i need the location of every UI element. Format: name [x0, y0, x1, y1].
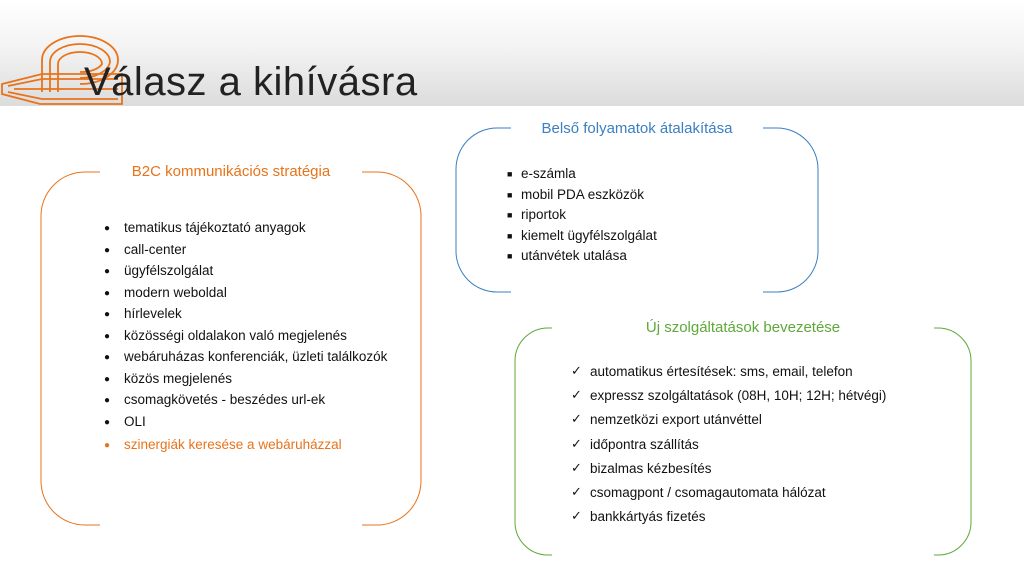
list-item: ✓ csomagpont / csomagautomata hálózat	[571, 483, 826, 500]
square-bullet-icon: ■	[507, 251, 513, 261]
list-item: ● hírlevelek	[104, 306, 182, 321]
services-item-list	[571, 363, 961, 532]
list-item: ● csomagkövetés - beszédes url-ek	[104, 392, 326, 407]
bullet-icon: ●	[104, 395, 111, 406]
list-item: ● webáruházas konferenciák, üzleti találkozók	[104, 349, 388, 364]
list-item: ✓ nemzetközi export utánvéttel	[571, 411, 762, 428]
bullet-icon: ●	[104, 439, 111, 451]
b2c-item-list	[102, 219, 402, 457]
bullet-icon: ●	[104, 352, 111, 363]
b2c-box-title: B2C kommunikációs stratégia	[131, 163, 331, 180]
list-item: ● OLI	[104, 413, 146, 429]
check-mark-icon: ✓	[571, 411, 582, 427]
internal-process-box	[455, 118, 819, 293]
list-item: ■ riportok	[507, 207, 567, 222]
list-item: ✓ bankkártyás fizetés	[571, 508, 706, 525]
check-mark-icon: ✓	[571, 435, 582, 451]
square-bullet-icon: ■	[507, 230, 513, 241]
check-mark-icon: ✓	[571, 459, 582, 475]
bullet-icon: ●	[104, 373, 111, 385]
check-mark-icon: ✓	[571, 363, 582, 378]
bullet-icon: ●	[104, 330, 111, 342]
services-box-title: Új szolgáltatások bevezetése	[645, 319, 841, 336]
check-mark-icon: ✓	[571, 387, 582, 403]
list-item: ■ e-számla	[507, 166, 576, 181]
check-mark-icon: ✓	[571, 483, 582, 499]
slide-title: Válasz a kihívásra	[84, 60, 418, 104]
bullet-icon: ●	[104, 309, 111, 320]
square-bullet-icon: ■	[507, 169, 513, 179]
process-item-list	[507, 165, 807, 268]
bullet-icon: ●	[104, 287, 111, 299]
list-item: ✓ időpontra szállítás	[571, 435, 699, 452]
list-item: ■ mobil PDA eszközök	[507, 186, 645, 202]
b2c-strategy-box	[40, 160, 422, 526]
list-item: ✓ bizalmas kézbesítés	[571, 459, 712, 476]
list-item: ✓ expressz szolgáltatások (08H, 10H; 12H; hétvégi)	[571, 387, 887, 404]
list-item: ● tematikus tájékoztató anyagok	[104, 220, 306, 235]
check-mark-icon: ✓	[571, 508, 582, 524]
list-item: ■ utánvétek utalása	[507, 248, 627, 263]
bullet-icon: ●	[104, 223, 111, 234]
bullet-icon: ●	[104, 244, 111, 256]
list-item: ● közös megjelenés	[104, 370, 233, 386]
list-item: ● ügyfélszolgálat	[104, 263, 214, 278]
square-bullet-icon: ■	[507, 210, 513, 220]
bullet-icon: ●	[104, 416, 111, 428]
square-bullet-icon: ■	[507, 189, 513, 200]
process-box-title: Belső folyamatok átalakítása	[541, 120, 733, 137]
list-item: ● call-center	[104, 241, 187, 257]
bullet-icon: ●	[104, 266, 111, 277]
list-item: ✓ automatikus értesítések: sms, email, telefon	[571, 363, 853, 379]
list-item: ● közösségi oldalakon való megjelenés	[104, 327, 347, 343]
list-item: ■ kiemelt ügyfélszolgálat	[507, 227, 657, 243]
new-services-box	[514, 316, 972, 556]
list-item: ● modern weboldal	[104, 284, 227, 300]
highlight-list-item: ● szinergiák keresése a webáruházzal	[104, 436, 342, 452]
